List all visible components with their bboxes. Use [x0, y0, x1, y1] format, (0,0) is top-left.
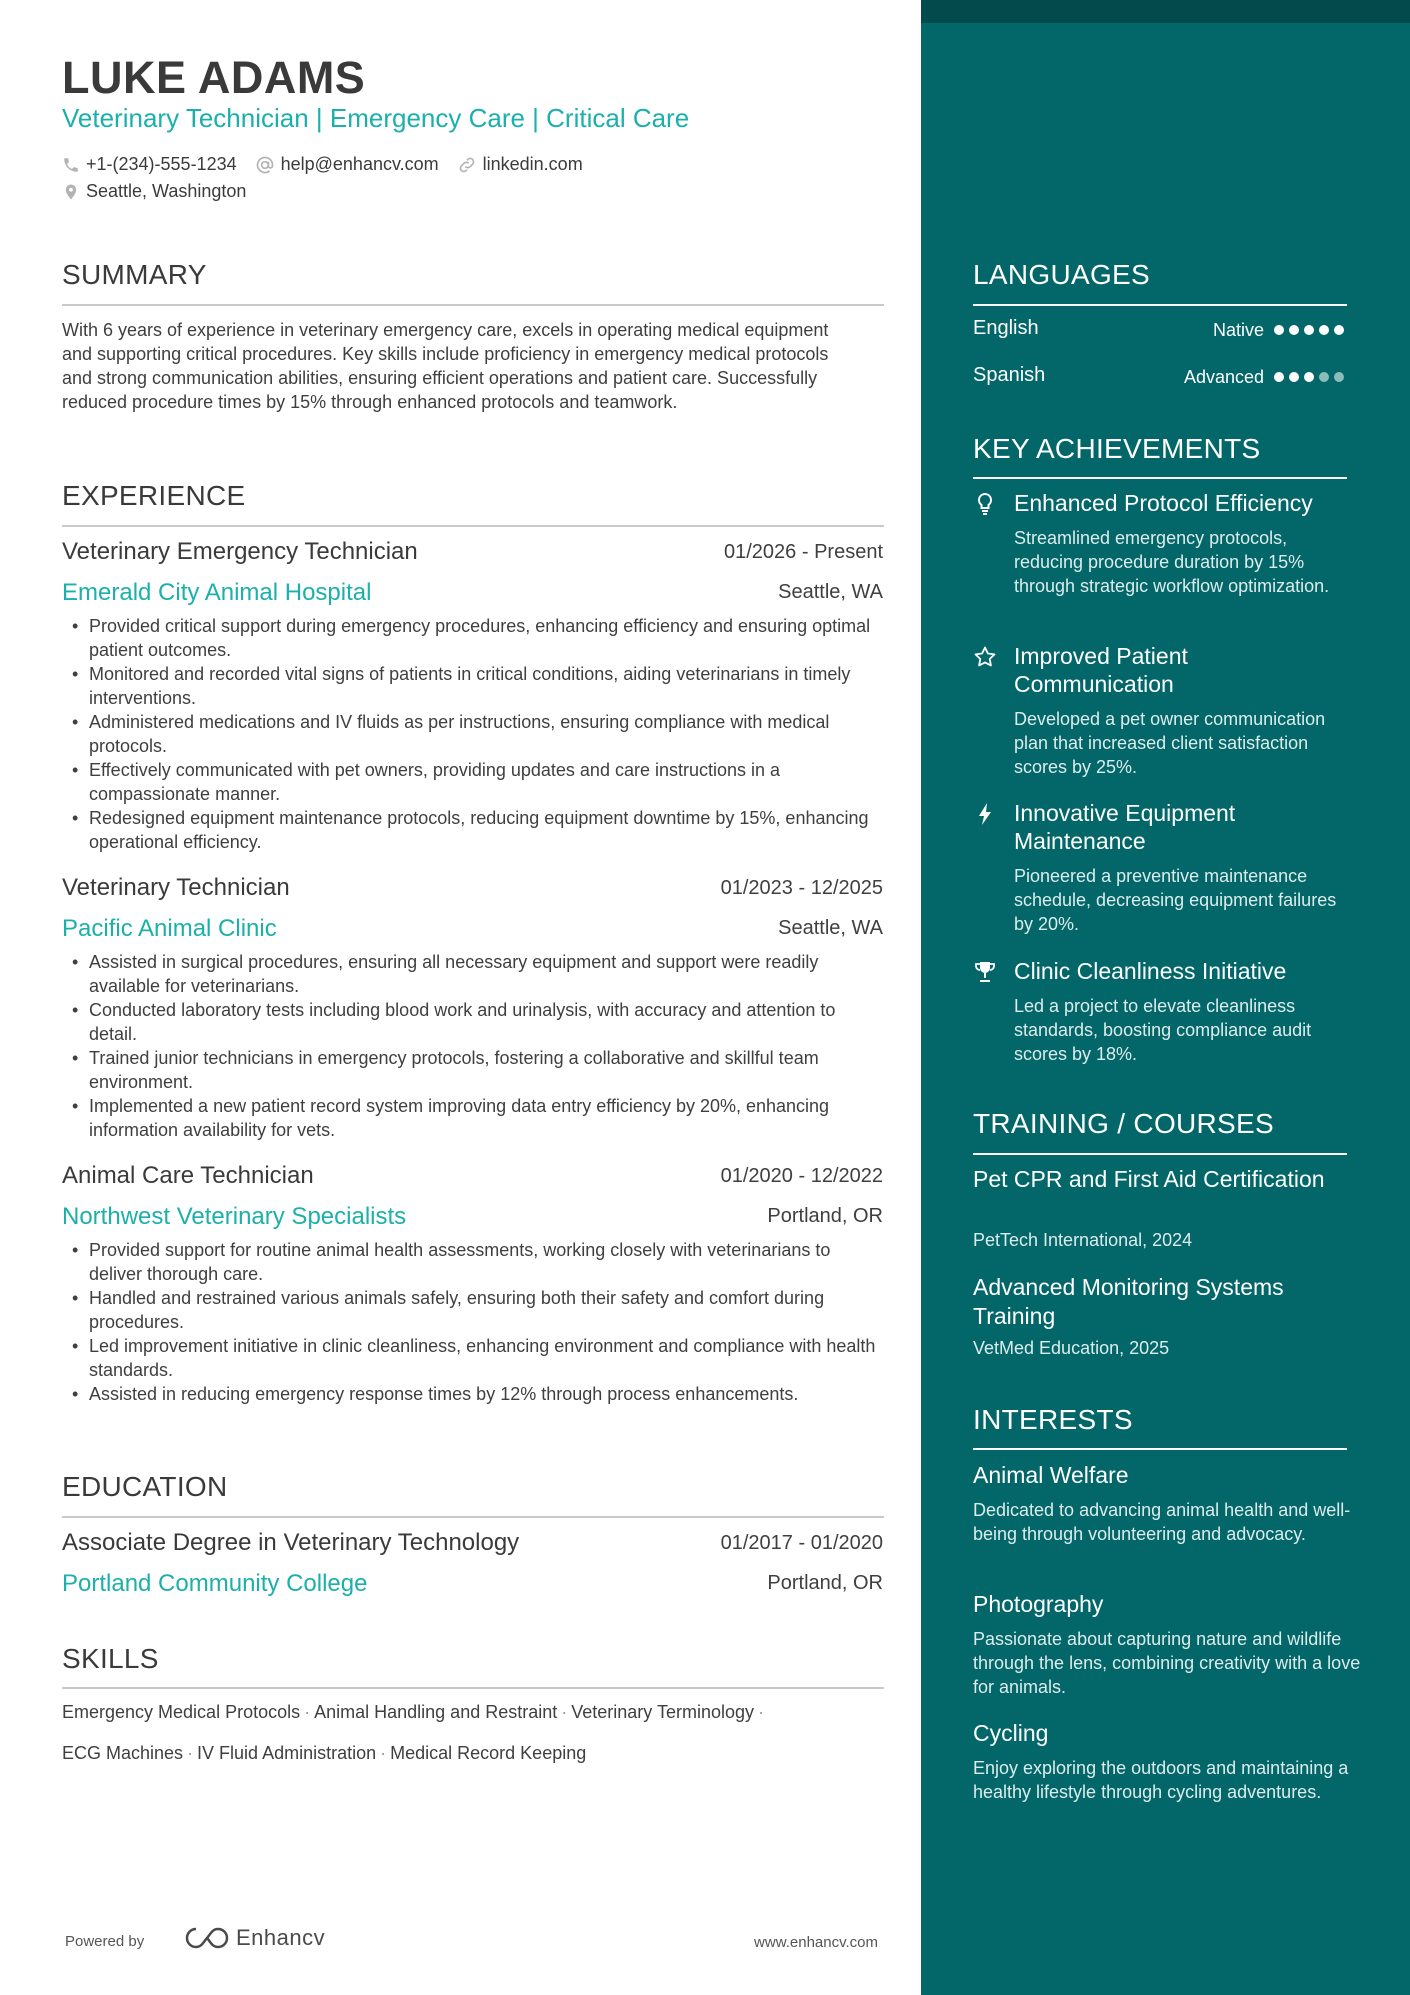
sidebar [921, 0, 1410, 1995]
list-item: • Trained junior technicians in emergency protocols, fostering a collaborative and skillful team environment. [62, 1046, 884, 1094]
contact-location [62, 181, 246, 202]
location-pin-icon [62, 182, 80, 202]
achievement-desc: Developed a pet owner communication plan that increased client satisfaction scores by 25%. [1014, 709, 1326, 777]
job-title: Animal Care Technician [62, 1162, 314, 1189]
job-company[interactable]: Emerald City Animal Hospital [62, 579, 372, 606]
education-divider [62, 1516, 884, 1518]
lightning-icon [973, 802, 997, 826]
skill-item: Medical Record Keeping [390, 1743, 587, 1763]
skill-item: Veterinary Terminology [571, 1702, 755, 1722]
rating-dot-filled [1274, 372, 1284, 382]
training-course-title: Pet CPR and First Aid Certification [973, 1166, 1325, 1192]
rating-dot-filled [1304, 325, 1314, 335]
job-bullets [62, 614, 884, 854]
experience-title: EXPERIENCE [62, 480, 246, 511]
job-company[interactable]: Pacific Animal Clinic [62, 915, 277, 942]
enhancv-logo-icon [184, 1925, 230, 1951]
trophy-icon [973, 960, 997, 984]
list-item: • Handled and restrained various animals safely, ensuring both their safety and comfort during procedures. [62, 1286, 884, 1334]
education-location: Portland, OR [767, 1572, 883, 1594]
rating-dot-filled [1304, 372, 1314, 382]
skill-separator: · [380, 1743, 387, 1763]
job-dates: 01/2026 - Present [724, 541, 883, 563]
rating-dot-filled [1289, 325, 1299, 335]
job-location: Portland, OR [767, 1205, 883, 1227]
job-dates: 01/2023 - 12/2025 [720, 877, 883, 899]
skill-item: IV Fluid Administration [197, 1743, 377, 1763]
at-icon [255, 155, 275, 175]
achievement-title: Clinic Cleanliness Initiative [1014, 958, 1287, 984]
linkedin-text: linkedin.com [482, 154, 583, 174]
education-title: EDUCATION [62, 1471, 228, 1502]
rating-dot-filled [1274, 325, 1284, 335]
phone-icon [62, 156, 80, 174]
interest-title: Cycling [973, 1720, 1049, 1746]
contact-row-location [62, 181, 264, 202]
footer-brand-logo[interactable] [184, 1925, 325, 1951]
list-item: • Provided support for routine animal health assessments, working closely with veterinarians to deliver thorough care. [62, 1238, 884, 1286]
achievement-desc: Streamlined emergency protocols, reducing procedure duration by 15% through strategic workflow optimization. [1014, 528, 1330, 596]
rating-dot-filled [1319, 325, 1329, 335]
achievement-title: Innovative Equipment Maintenance [1014, 800, 1236, 854]
summary-divider [62, 304, 884, 306]
list-item: • Conducted laboratory tests including blood work and urinalysis, with accuracy and attention to detail. [62, 998, 884, 1046]
star-icon [973, 645, 997, 669]
rating-dot-empty [1334, 372, 1344, 382]
interests-divider [973, 1448, 1347, 1450]
job-company[interactable]: Northwest Veterinary Specialists [62, 1203, 407, 1230]
training-course-title: Advanced Monitoring Systems Training [973, 1274, 1284, 1329]
contact-email[interactable] [255, 154, 439, 175]
education-degree: Associate Degree in Veterinary Technology [62, 1529, 520, 1556]
candidate-headline: Veterinary Technician | Emergency Care | Critical Care [62, 103, 690, 133]
candidate-name: LUKE ADAMS [62, 52, 366, 103]
achievement-title: Enhanced Protocol Efficiency [1014, 490, 1313, 516]
job-title: Veterinary Emergency Technician [62, 538, 418, 565]
location-text: Seattle, Washington [86, 181, 247, 201]
contact-linkedin[interactable] [457, 154, 583, 175]
skills-line-1 [62, 1702, 768, 1723]
achievement-desc: Pioneered a preventive maintenance schedule, decreasing equipment failures by 20%. [1014, 866, 1337, 934]
language-name: Spanish [973, 364, 1046, 386]
skill-item: Animal Handling and Restraint [314, 1702, 558, 1722]
achievement-title: Improved Patient Communication [1014, 643, 1188, 697]
language-rating [1274, 325, 1349, 335]
interest-desc: Enjoy exploring the outdoors and maintaining a healthy lifestyle through cycling adventures. [973, 1758, 1349, 1802]
language-rating [1274, 372, 1349, 382]
skill-separator: · [187, 1743, 194, 1763]
skill-separator: · [304, 1702, 311, 1722]
education-dates: 01/2017 - 01/2020 [720, 1532, 883, 1554]
contact-phone[interactable] [62, 154, 237, 175]
list-item: • Redesigned equipment maintenance protocols, reducing equipment downtime by 15%, enhancing operational efficiency. [62, 806, 884, 854]
interests-title: INTERESTS [973, 1404, 1133, 1435]
phone-text: +1-(234)-555-1234 [86, 154, 237, 174]
skills-divider [62, 1687, 884, 1689]
lightbulb-icon [973, 492, 997, 516]
list-item: • Assisted in reducing emergency response times by 12% through process enhancements. [62, 1382, 884, 1406]
job-dates: 01/2020 - 12/2022 [720, 1165, 883, 1187]
achievement-desc: Led a project to elevate cleanliness standards, boosting compliance audit scores by 18%. [1014, 996, 1312, 1064]
languages-divider [973, 304, 1347, 306]
job-location: Seattle, WA [778, 917, 883, 939]
list-item: • Assisted in surgical procedures, ensuring all necessary equipment and support were readily available for veterinarians. [62, 950, 884, 998]
list-item: • Monitored and recorded vital signs of patients in critical conditions, aiding veterinarians in timely interventions. [62, 662, 884, 710]
skills-title: SKILLS [62, 1643, 159, 1674]
summary-title: SUMMARY [62, 259, 207, 290]
skill-item: Emergency Medical Protocols [62, 1702, 301, 1722]
footer-url[interactable]: www.enhancv.com [754, 1934, 878, 1951]
email-text: help@enhancv.com [280, 154, 439, 174]
language-level: Advanced [1183, 367, 1264, 387]
experience-divider [62, 525, 884, 527]
job-bullets [62, 950, 884, 1142]
skill-item: ECG Machines [62, 1743, 184, 1763]
interest-title: Animal Welfare [973, 1462, 1129, 1488]
footer-brand-name: Enhancv [236, 1925, 326, 1950]
rating-dot-empty [1319, 372, 1329, 382]
skill-separator: · [758, 1702, 765, 1722]
link-icon [457, 155, 477, 175]
interest-title: Photography [973, 1591, 1104, 1617]
education-school[interactable]: Portland Community College [62, 1570, 368, 1597]
contact-row [62, 154, 601, 175]
job-bullets [62, 1238, 884, 1406]
list-item: • Provided critical support during emergency procedures, enhancing efficiency and ensuring optimal patient outcomes. [62, 614, 884, 662]
list-item: • Led improvement initiative in clinic cleanliness, enhancing environment and compliance with health standards. [62, 1334, 884, 1382]
training-course-provider: PetTech International, 2024 [973, 1230, 1193, 1250]
interest-desc: Passionate about capturing nature and wildlife through the lens, combining creativity with a love for animals. [973, 1629, 1361, 1697]
language-level: Native [1212, 320, 1264, 340]
language-name: English [973, 317, 1039, 339]
interest-desc: Dedicated to advancing animal health and well-being through volunteering and advocacy. [973, 1500, 1351, 1544]
rating-dot-filled [1289, 372, 1299, 382]
list-item: • Implemented a new patient record system improving data entry efficiency by 20%, enhancing information availability for vets. [62, 1094, 884, 1142]
languages-title: LANGUAGES [973, 259, 1150, 290]
job-title: Veterinary Technician [62, 874, 290, 901]
list-item: • Effectively communicated with pet owners, providing updates and care instructions in a compassionate manner. [62, 758, 884, 806]
job-location: Seattle, WA [778, 581, 883, 603]
skills-line-2 [62, 1743, 586, 1764]
footer-powered-by: Powered by [65, 1933, 145, 1950]
training-divider [973, 1153, 1347, 1155]
training-title: TRAINING / COURSES [973, 1108, 1274, 1139]
achievements-divider [973, 477, 1347, 479]
achievements-title: KEY ACHIEVEMENTS [973, 433, 1261, 464]
rating-dot-filled [1334, 325, 1344, 335]
skill-separator: · [561, 1702, 568, 1722]
summary-text: With 6 years of experience in veterinary emergency care, excels in operating medical equipment and supporting critical procedures. Key skills include proficiency in emergency medical protocols and strong communication abilities, ensuring efficient operations and patient care. Successfully reduced procedure times by 15% through enhanced protocols and teamwork. [62, 320, 829, 412]
training-course-provider: VetMed Education, 2025 [973, 1338, 1170, 1358]
sidebar-top-bar [921, 0, 1410, 23]
list-item: • Administered medications and IV fluids as per instructions, ensuring compliance with medical protocols. [62, 710, 884, 758]
